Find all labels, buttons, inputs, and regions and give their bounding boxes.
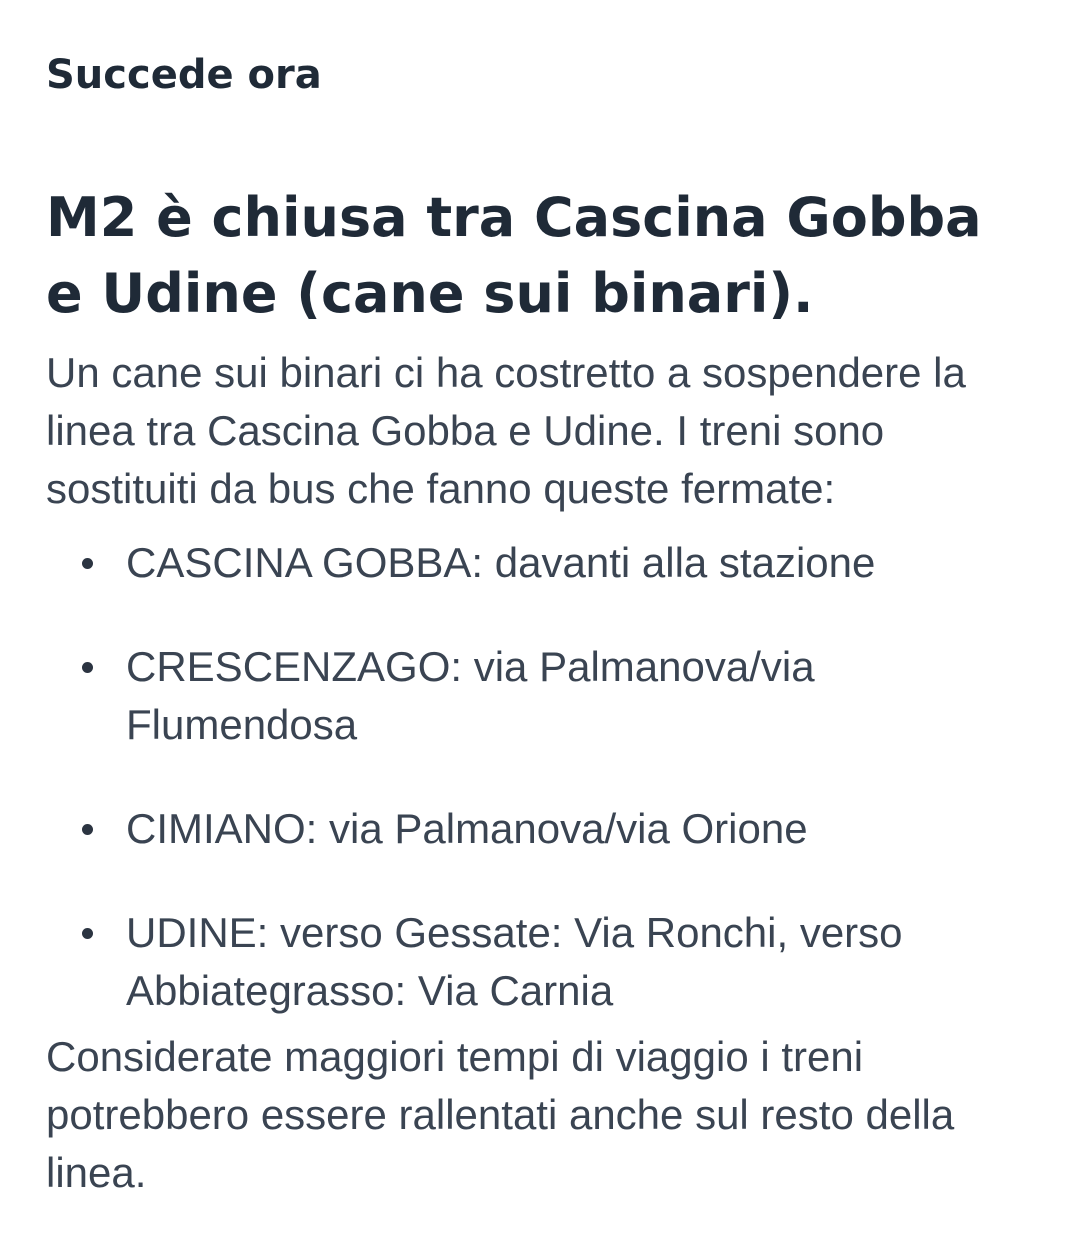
list-item (46, 638, 1034, 754)
stop-text: UDINE: verso Gessate: Via Ronchi, verso Abbiategrasso: Via Carnia (126, 909, 903, 1014)
alert-footer: Considerate maggiori tempi di viaggio i treni potrebbero essere rallentati anche sul resto della linea. (46, 1033, 955, 1196)
bullet-icon (82, 824, 93, 835)
bus-stop-list (46, 534, 1034, 1020)
stop-text: CRESCENZAGO: via Palmanova/via Flumendosa (126, 643, 815, 748)
list-item (46, 534, 1034, 592)
stop-text: CASCINA GOBBA: davanti alla stazione (126, 539, 876, 586)
stop-text: CIMIANO: via Palmanova/via Orione (126, 805, 808, 852)
bullet-icon (82, 928, 93, 939)
alert-intro: Un cane sui binari ci ha costretto a sospendere la linea tra Cascina Gobba e Udine. I treni sono sostituiti da bus che fanno queste fermate: (46, 349, 966, 512)
bullet-icon (82, 558, 93, 569)
list-item (46, 800, 1034, 858)
bullet-icon (82, 662, 93, 673)
alert-title: M2 è chiusa tra Cascina Gobba e Udine (cane sui binari). (46, 186, 982, 325)
list-item (46, 904, 1034, 1020)
section-label: Succede ora (46, 52, 322, 98)
